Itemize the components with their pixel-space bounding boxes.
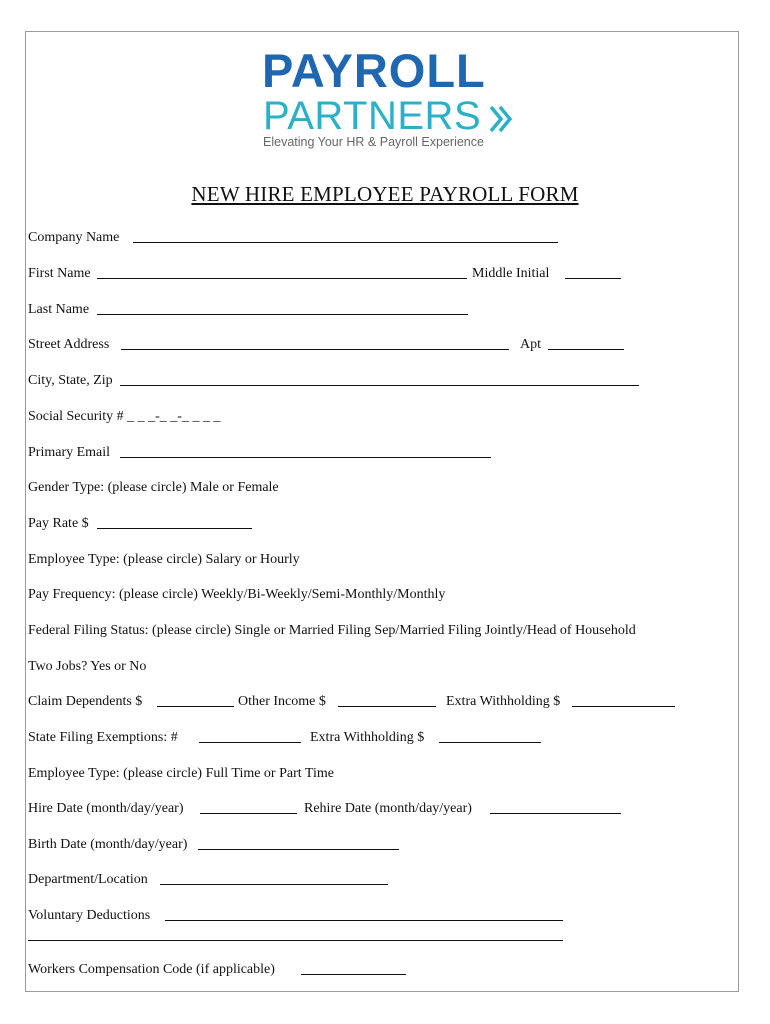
- voluntary-deductions-label: Voluntary Deductions: [28, 908, 151, 923]
- other-income-field[interactable]: [338, 706, 436, 707]
- extra-withholding-state-label: Extra Withholding $: [310, 730, 425, 745]
- primary-email-label: Primary Email: [28, 445, 111, 460]
- claim-dependents-field[interactable]: [157, 706, 234, 707]
- hire-date-label: Hire Date (month/day/year): [28, 801, 184, 816]
- primary-email-field[interactable]: [120, 457, 491, 458]
- company-logo: [262, 44, 522, 157]
- street-address-label: Street Address: [28, 337, 110, 352]
- logo-tagline: Elevating Your HR & Payroll Experience: [263, 135, 484, 149]
- last-name-label: Last Name: [28, 302, 90, 317]
- voluntary-deductions-field[interactable]: [165, 920, 563, 921]
- double-chevron-icon: [488, 104, 514, 134]
- department-location-label: Department/Location: [28, 872, 148, 887]
- workers-comp-field[interactable]: [301, 974, 406, 975]
- department-location-field[interactable]: [160, 884, 388, 885]
- birth-date-label: Birth Date (month/day/year): [28, 837, 188, 852]
- apt-label: Apt: [520, 337, 541, 352]
- rehire-date-field[interactable]: [490, 813, 621, 814]
- form-title: NEW HIRE EMPLOYEE PAYROLL FORM: [191, 182, 579, 206]
- pay-rate-label: Pay Rate $: [28, 516, 89, 531]
- birth-date-field[interactable]: [198, 849, 399, 850]
- state-filing-exemptions-field[interactable]: [199, 742, 301, 743]
- state-filing-exemptions-label: State Filing Exemptions: #: [28, 730, 178, 745]
- two-jobs-label: Two Jobs? Yes or No: [28, 659, 147, 674]
- voluntary-deductions-field-line-2[interactable]: [28, 940, 563, 941]
- street-address-field[interactable]: [121, 349, 509, 350]
- employee-type-salary-label: Employee Type: (please circle) Salary or Hourly: [28, 552, 300, 567]
- logo-line-partners: PARTNERS: [263, 94, 482, 138]
- city-state-zip-field[interactable]: [120, 385, 639, 386]
- ssn-field[interactable]: Social Security # _ _ _-_ _-_ _ _ _: [28, 409, 221, 424]
- last-name-field[interactable]: [97, 314, 468, 315]
- company-name-field[interactable]: [133, 242, 558, 243]
- workers-comp-label: Workers Compensation Code (if applicable): [28, 962, 275, 977]
- first-name-field[interactable]: [97, 278, 467, 279]
- employee-type-time-label: Employee Type: (please circle) Full Time or Part Time: [28, 766, 334, 781]
- apt-field[interactable]: [548, 349, 624, 350]
- hire-date-field[interactable]: [200, 813, 297, 814]
- middle-initial-field[interactable]: [565, 278, 621, 279]
- rehire-date-label: Rehire Date (month/day/year): [304, 801, 472, 816]
- gender-type-label: Gender Type: (please circle) Male or Female: [28, 480, 279, 495]
- pay-rate-field[interactable]: [97, 528, 252, 529]
- company-name-label: Company Name: [28, 230, 120, 245]
- federal-filing-status-label: Federal Filing Status: (please circle) Single or Married Filing Sep/Married Filing Jointly/Head of Household: [28, 623, 636, 638]
- claim-dependents-label: Claim Dependents $: [28, 694, 143, 709]
- extra-withholding-fed-label: Extra Withholding $: [446, 694, 561, 709]
- other-income-label: Other Income $: [238, 694, 326, 709]
- extra-withholding-state-field[interactable]: [439, 742, 541, 743]
- pay-frequency-label: Pay Frequency: (please circle) Weekly/Bi-Weekly/Semi-Monthly/Monthly: [28, 587, 446, 602]
- middle-initial-label: Middle Initial: [472, 266, 550, 281]
- city-state-zip-label: City, State, Zip: [28, 373, 113, 388]
- first-name-label: First Name: [28, 266, 91, 281]
- logo-line-payroll: PAYROLL: [262, 44, 486, 97]
- extra-withholding-fed-field[interactable]: [572, 706, 675, 707]
